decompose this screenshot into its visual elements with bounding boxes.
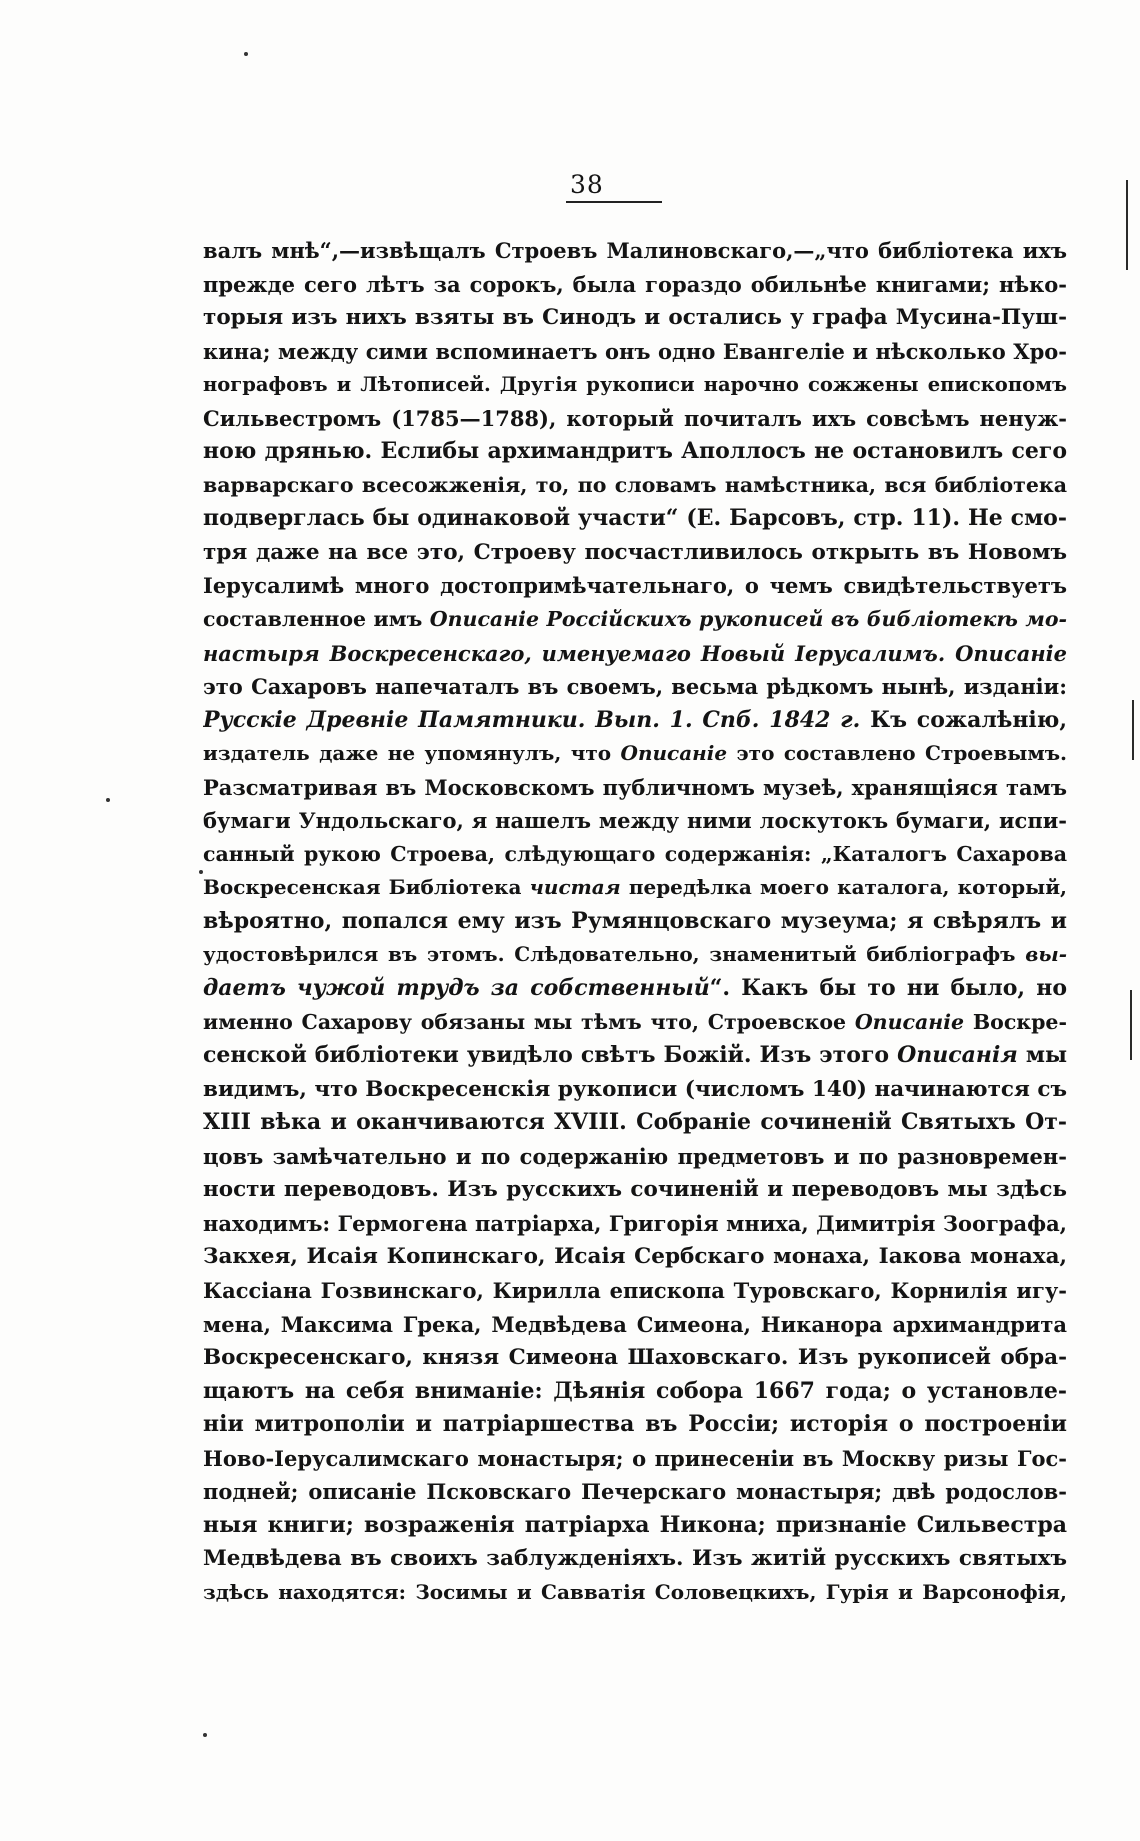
text-line <box>203 637 1067 671</box>
text-segment: ною дрянью. Еслибы архимандритъ Аполлосъ не остановилъ сего <box>203 438 1067 465</box>
text-segment: подверглась бы одинаковой участи“ (Е. Барсовъ, стр. 11). Не смо- <box>203 505 1067 532</box>
text-line <box>203 1475 1067 1509</box>
text-segment: щаютъ на себя вниманіе: Дѣянія собора 1667 года; о установле- <box>203 1377 1067 1404</box>
text-segment: “. Какъ бы то ни было, но <box>709 975 1067 1002</box>
text-line <box>203 1341 1067 1375</box>
italic-text-segment: вы- <box>1025 942 1067 967</box>
scan-speck <box>244 52 248 56</box>
text-line <box>203 1542 1067 1576</box>
text-segment: Сильвестромъ (1785—1788), который почиталъ ихъ совсѣмъ ненуж- <box>203 405 1067 431</box>
text-line <box>203 268 1067 302</box>
text-line <box>203 402 1067 436</box>
text-line <box>203 1106 1067 1140</box>
italic-text-segment: Русскіе Древніе Памятники. Вып. 1. Спб. 1842 г. <box>203 706 861 733</box>
text-segment: мена, Максима Грека, Медвѣдева Симеона, Никанора архимандрита <box>203 1311 1067 1337</box>
text-line <box>203 335 1067 369</box>
text-segment: валъ мнѣ“,—извѣщалъ Строевъ Малиновскаго,—„что библіотека ихъ <box>203 238 1067 263</box>
text-segment: Кассіана Гозвинскаго, Кирилла епископа Туровскаго, Корнилія игу- <box>203 1277 1067 1303</box>
text-segment: санный рукою Строева, слѣдующаго содержанія: „Каталогъ Сахарова <box>203 841 1067 866</box>
scan-edge-mark <box>1132 700 1134 760</box>
text-segment: Разсматривая въ Московскомъ публичномъ музеѣ, хранящіяся тамъ <box>203 774 1067 800</box>
text-segment: это составлено Строевымъ. <box>727 741 1067 766</box>
text-segment: Медвѣдева въ своихъ заблужденіяхъ. Изъ житій русскихъ святыхъ <box>203 1546 1067 1572</box>
text-line <box>203 938 1067 972</box>
italic-text-segment: Описанія <box>897 1042 1018 1069</box>
text-line <box>203 972 1067 1006</box>
text-segment: Іерусалимѣ много достопримѣчательнаго, о чемъ свидѣтельствуетъ <box>203 573 1067 599</box>
text-line <box>203 603 1067 637</box>
text-segment: XIII вѣка и оканчиваются XVIII. Собраніе сочиненій Святыхъ От- <box>203 1109 1067 1136</box>
text-line <box>203 1442 1067 1476</box>
text-segment: сенской библіотеки увидѣло свѣтъ Божій. Изъ этого <box>203 1042 898 1069</box>
text-segment: Воскресенская Библіотека <box>203 875 530 900</box>
text-segment: цовъ замѣчательно и по содержанію предметовъ и по разновремен- <box>203 1143 1067 1169</box>
text-line <box>203 670 1067 704</box>
text-segment: здѣсь находятся: Зосимы и Савватія Соловецкихъ, Гурія и Варсонофія, <box>203 1579 1067 1604</box>
text-line <box>203 1240 1067 1274</box>
text-segment: варварскаго всесожженія, то, по словамъ намѣстника, вся библіотека <box>203 472 1067 497</box>
text-segment: ніи митрополіи и патріаршества въ Россіи; исторія о построеніи <box>203 1411 1067 1438</box>
text-line <box>203 301 1067 335</box>
scan-speck <box>199 870 203 874</box>
text-line <box>203 1039 1067 1073</box>
text-line <box>203 569 1067 603</box>
body-text <box>203 234 1067 1609</box>
scan-edge-mark <box>1126 180 1128 270</box>
text-line <box>203 368 1067 402</box>
text-segment: удостовѣрился въ этомъ. Слѣдовательно, знаменитый библіографъ <box>203 942 1026 967</box>
text-line <box>203 1173 1067 1207</box>
text-line <box>203 905 1067 939</box>
italic-text-segment: Описаніе Россійскихъ рукописей въ библіотекѣ мо- <box>429 607 1067 632</box>
text-line <box>203 234 1067 268</box>
text-segment: составленное имъ <box>203 607 430 632</box>
text-segment: тря даже на все это, Строеву посчастливилось открыть въ Новомъ <box>203 539 1067 565</box>
text-segment: подней; описаніе Псковскаго Печерскаго монастыря; двѣ родослов- <box>203 1479 1067 1505</box>
text-segment: бумаги Ундольскаго, я нашелъ между ними лоскутокъ бумаги, испи- <box>203 808 1067 834</box>
italic-text-segment: чистая <box>529 875 621 900</box>
text-segment: Къ сожалѣнію, <box>860 706 1067 733</box>
scan-speck <box>106 798 110 802</box>
italic-text-segment: даетъ чужой трудъ за собственный <box>203 975 710 1002</box>
text-line <box>203 1006 1067 1040</box>
italic-text-segment: Описаніе <box>620 741 728 766</box>
text-segment: прежде сего лѣтъ за сорокъ, была гораздо обильнѣе книгами; нѣко- <box>203 271 1067 297</box>
text-segment: Ново-Іерусалимскаго монастыря; о принесеніи въ Москву ризы Гос- <box>203 1445 1067 1471</box>
text-line <box>203 536 1067 570</box>
text-line <box>203 469 1067 503</box>
text-line <box>203 871 1067 905</box>
text-line <box>203 1576 1067 1610</box>
text-line <box>203 704 1067 738</box>
text-segment: мы <box>1017 1042 1067 1069</box>
text-line <box>203 502 1067 536</box>
italic-text-segment: Описаніе <box>854 1009 965 1034</box>
text-line <box>203 804 1067 838</box>
text-segment: торыя изъ нихъ взяты въ Синодъ и остались у графа Мусина-Пуш- <box>203 305 1067 331</box>
text-segment: Воскресенскаго, князя Симеона Шаховскаго. Изъ рукописей обра- <box>203 1345 1067 1371</box>
text-line <box>203 1509 1067 1543</box>
text-segment: издатель даже не упомянулъ, что <box>203 741 621 766</box>
page-number: 38 <box>570 170 604 199</box>
text-segment: находимъ: Гермогена патріарха, Григорія мниха, Димитрія Зоографа, <box>203 1210 1067 1236</box>
text-line <box>203 838 1067 872</box>
text-line <box>203 1375 1067 1409</box>
text-line <box>203 1207 1067 1241</box>
text-line <box>203 1308 1067 1342</box>
scan-edge-mark <box>1130 990 1132 1060</box>
text-line <box>203 1140 1067 1174</box>
italic-text-segment: настыря Воскресенскаго, именуемаго Новый Іерусалимъ. Описаніе <box>203 640 1067 666</box>
text-segment: ныя книги; возраженія патріарха Никона; признаніе Сильвестра <box>203 1511 1067 1538</box>
text-segment: именно Сахарову обязаны мы тѣмъ что, Строевское <box>203 1009 855 1034</box>
text-segment: это Сахаровъ напечаталъ въ своемъ, весьма рѣдкомъ нынѣ, изданіи: <box>203 674 1067 700</box>
scan-speck <box>203 1733 207 1737</box>
page-number-rule <box>566 201 662 203</box>
text-segment: ности переводовъ. Изъ русскихъ сочиненій и переводовъ мы здѣсь <box>203 1177 1067 1203</box>
text-line <box>203 737 1067 771</box>
text-segment: Воскре- <box>964 1009 1067 1034</box>
text-segment: кина; между сими вспоминаетъ онъ одно Евангеліе и нѣсколько Хро- <box>203 338 1067 364</box>
text-segment: нографовъ и Лѣтописей. Другія рукописи нарочно сожжены епископомъ <box>203 373 1067 397</box>
text-line <box>203 1408 1067 1442</box>
text-segment: видимъ, что Воскресенскія рукописи (числомъ 140) начинаются съ <box>203 1076 1067 1102</box>
text-line <box>203 435 1067 469</box>
text-segment: передѣлка моего каталога, который, <box>620 875 1067 900</box>
text-segment: Закхея, Исаія Копинскаго, Исаія Сербскаго монаха, Іакова монаха, <box>203 1244 1067 1270</box>
text-line <box>203 1274 1067 1308</box>
text-line <box>203 771 1067 805</box>
text-segment: вѣроятно, попался ему изъ Румянцовскаго музеума; я свѣрялъ и <box>203 907 1067 934</box>
text-line <box>203 1073 1067 1107</box>
